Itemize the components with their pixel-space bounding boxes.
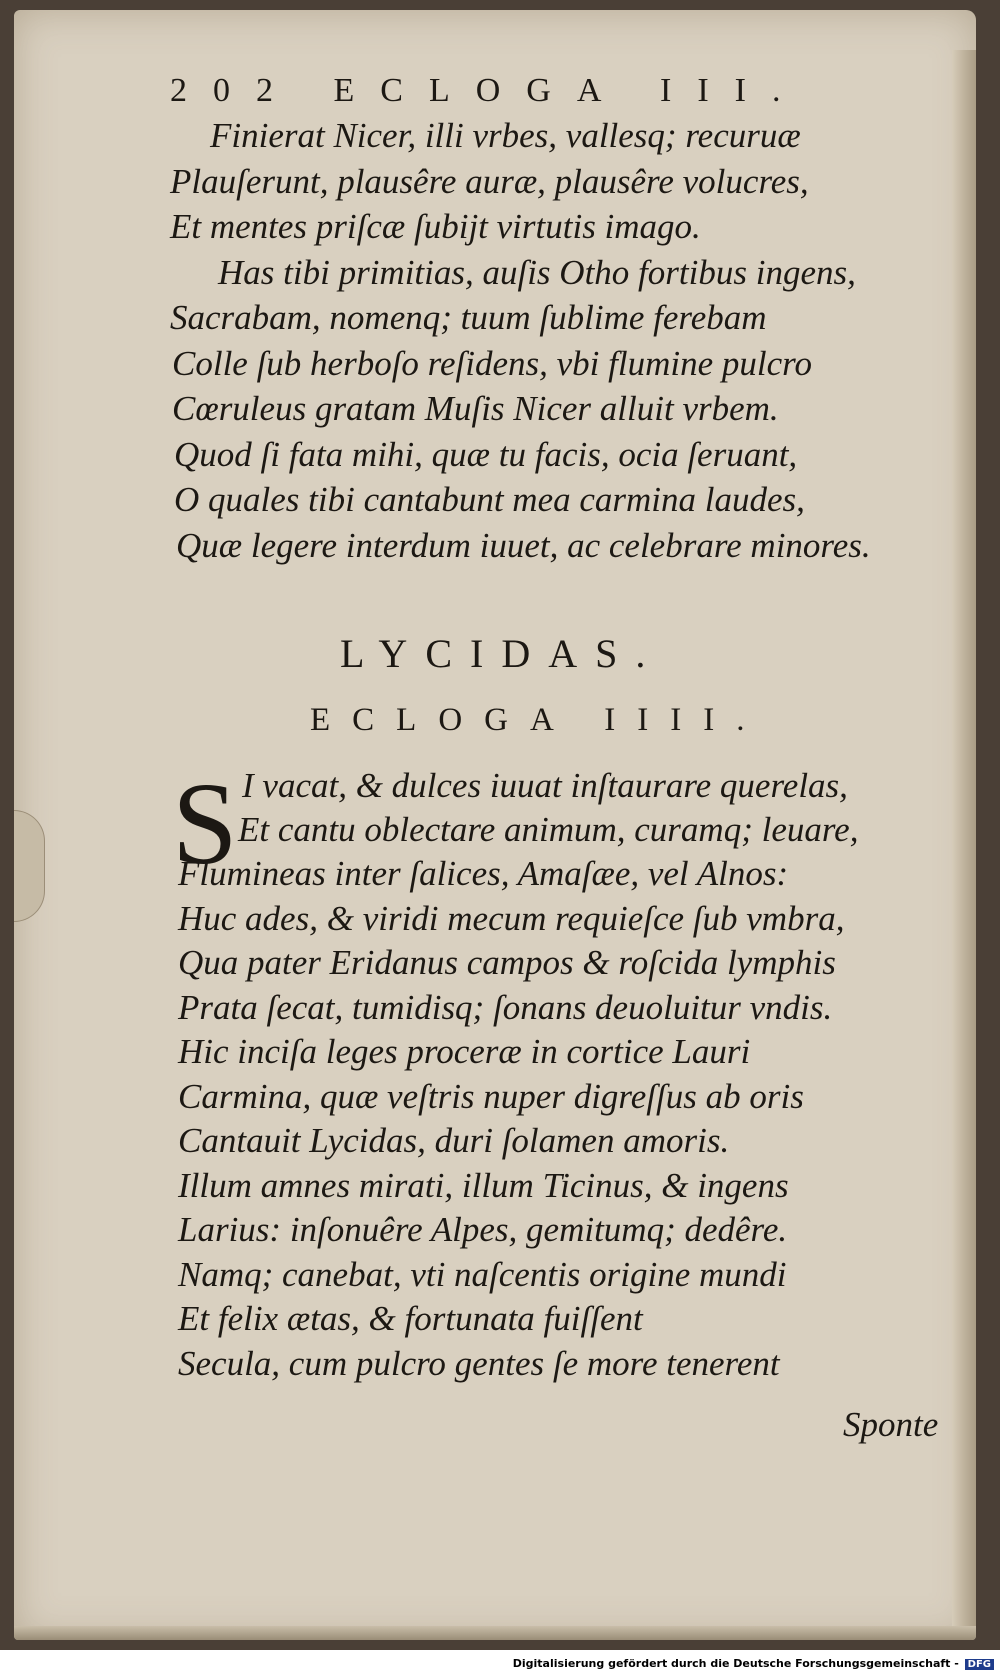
verse-line: Plauſerunt, plausêre auræ, plausêre volucres, xyxy=(170,161,809,201)
verse-line: Secula, cum pulcro gentes ſe more tenerent xyxy=(178,1343,780,1383)
verse-line: I vacat, & dulces iuuat inſtaurare querelas, xyxy=(242,766,848,805)
verse-line: Has tibi primitias, auſis Otho fortibus ingens, xyxy=(218,252,856,292)
verse-line: Colle ſub herboſo reſidens, vbi flumine pulcro xyxy=(172,343,812,383)
running-head: 202 ECLOGA III. xyxy=(170,72,807,109)
verse-line: Sacrabam, nomenq; tuum ſublime ferebam xyxy=(170,298,767,337)
verse-line: Illum amnes mirati, illum Ticinus, & ingens xyxy=(178,1165,789,1205)
page-fore-edge xyxy=(952,50,976,1630)
verse-line: Hic inciſa leges proceræ in cortice Lauri xyxy=(178,1032,751,1071)
verse-line: O quales tibi cantabunt mea carmina laudes, xyxy=(174,480,805,519)
catchword: Sponte xyxy=(843,1405,939,1444)
page-bottom-edge xyxy=(14,1626,976,1640)
verse-line: Et felix ætas, & fortunata fuiſſent xyxy=(178,1299,643,1338)
verse-line: Quod ſi fata mihi, quæ tu facis, ocia ſeruant, xyxy=(174,434,798,474)
verse-line: Et cantu oblectare animum, curamq; leuare, xyxy=(238,810,859,849)
verse-line: Prata ſecat, tumidisq; ſonans deuoluitur vndis. xyxy=(178,987,833,1027)
verse-line: Quæ legere interdum iuuet, ac celebrare minores. xyxy=(176,525,871,565)
dfg-logo: DFG xyxy=(965,1659,994,1670)
drop-cap: S xyxy=(172,758,238,889)
verse-line: Et mentes priſcæ ſubijt virtutis imago. xyxy=(170,207,701,246)
verse-line: Huc ades, & viridi mecum requieſce ſub vmbra, xyxy=(178,898,845,938)
digitization-footer xyxy=(513,1657,994,1670)
verse-line: Flumineas inter ſalices, Amaſæe, vel Alnos: xyxy=(178,854,789,893)
eclogue-title: ECLOGA IIII. xyxy=(310,702,767,738)
footer-text: Digitalisierung gefördert durch die Deutsche Forschungsgemeinschaft - xyxy=(512,1657,959,1670)
poem-title: LYCIDAS. xyxy=(340,631,664,676)
verse-line: Carmina, quæ veſtris nuper digreſſus ab oris xyxy=(178,1076,804,1116)
verse-line: Cœruleus gratam Muſis Nicer alluit vrbem. xyxy=(172,389,779,428)
verse-line: Namq; canebat, vti naſcentis origine mundi xyxy=(178,1254,787,1294)
verse-line: Larius: inſonuêre Alpes, gemitumq; dedêre. xyxy=(178,1210,788,1249)
page-clip xyxy=(14,810,45,922)
verse-line: Qua pater Eridanus campos & roſcida lymphis xyxy=(178,943,836,982)
verse-line: Cantauit Lycidas, duri ſolamen amoris. xyxy=(178,1121,730,1160)
verse-line: Finierat Nicer, illi vrbes, vallesq; recuruæ xyxy=(210,116,801,155)
